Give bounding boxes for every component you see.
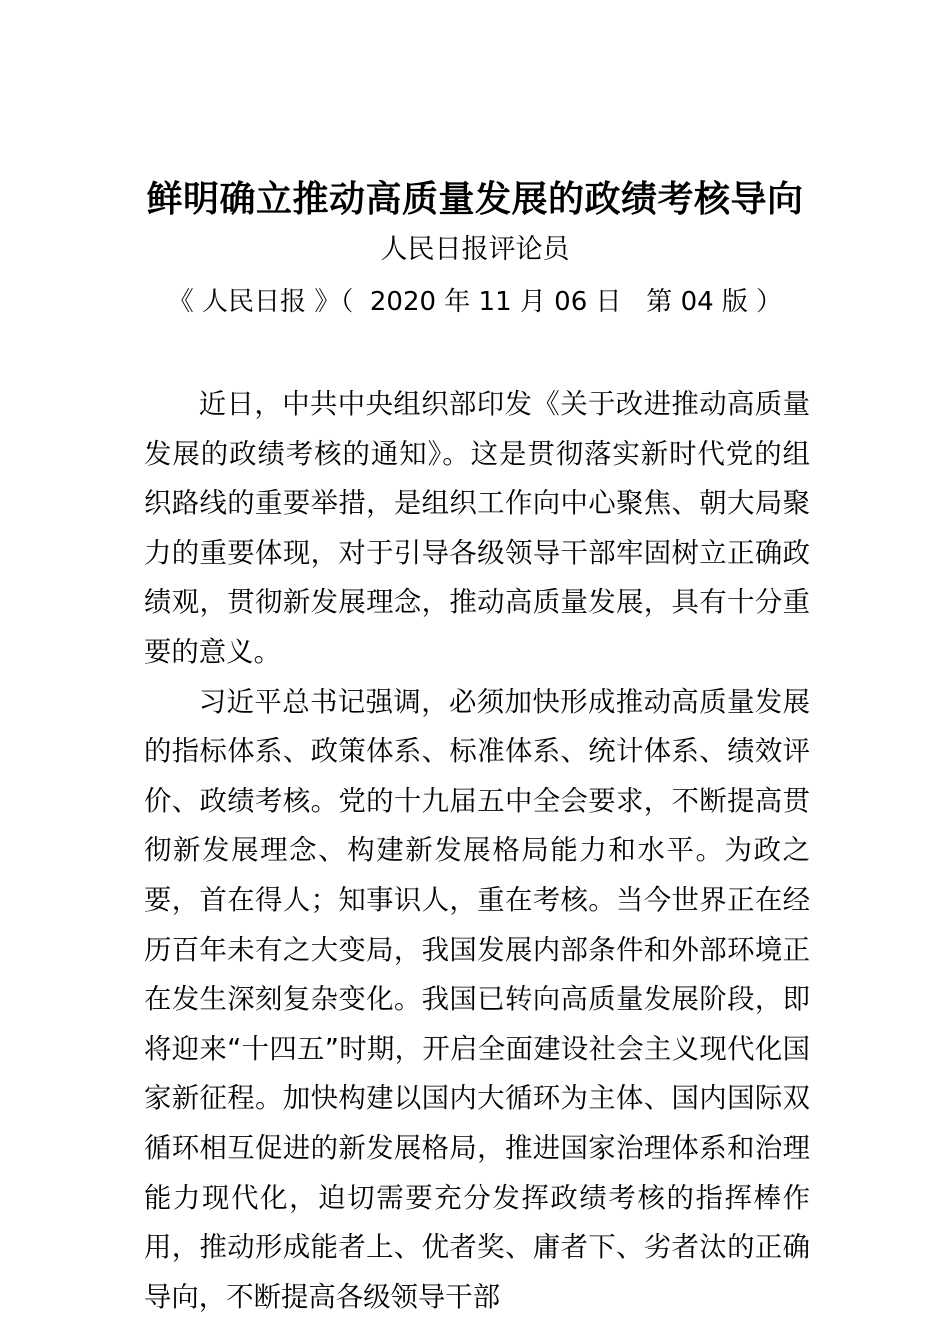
body-paragraph-1: 近日，中共中央组织部印发《关于改进推动高质量发展的政绩考核的通知》。这是贯彻落实新时代党的组织路线的重要举措，是组织工作向中心聚焦、朝大局聚力的重要体现，对于引导各级领导干部牢固树立正确政绩观，贯彻新发展理念，推动高质量发展，具有十分重要的意义。 xyxy=(144,389,810,668)
article-source: 《 人民日报 》（ 2020 年 11 月 06 日 第 04 版 ） xyxy=(167,287,783,317)
body-paragraph-2: 习近平总书记强调，必须加快形成推动高质量发展的指标体系、政策体系、标准体系、统计体系、绩效评价、政绩考核。党的十九届五中全会要求，不断提高贯彻新发展理念、构建新发展格局能力和水平。为政之要，首在得人；知事识人，重在考核。当今世界正在经历百年未有之大变局，我国发展内部条件和外部环境正在发生深刻复杂变化。我国已转向高质量发展阶段，即将迎来“十四五”时期，开启全面建设社会主义现代化国家新征程。加快构建以国内大循环为主体、国内国际双循环相互促进的新发展格局，推进国家治理体系和治理能力现代化，迫切需要充分发挥政绩考核的指挥棒作用，推动形成能者上、优者奖、庸者下、劣者汰的正确导向，不断提高各级领导干部 xyxy=(144,686,810,1313)
article-author: 人民日报评论员 xyxy=(380,234,570,265)
article-title: 鲜明确立推动高质量发展的政绩考核导向 xyxy=(146,179,804,220)
article-body xyxy=(144,380,810,1322)
